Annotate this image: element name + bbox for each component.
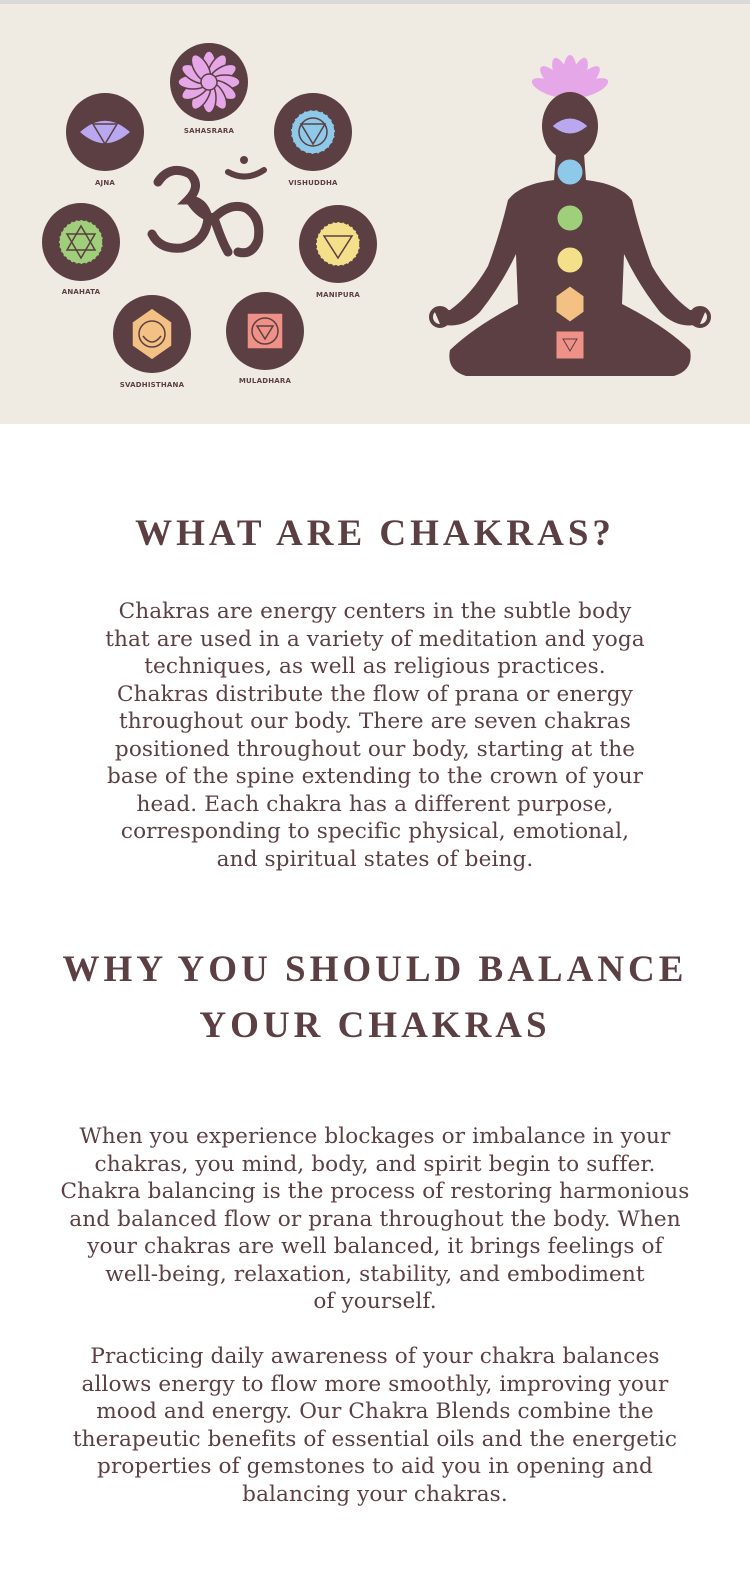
chakra-illustration: [0, 4, 750, 424]
paragraph-line: Chakras are energy centers in the subtle body: [118, 599, 632, 624]
muladhara-label: MULADHARA: [238, 377, 292, 385]
why-balance-paragraph-1: [15, 1123, 735, 1316]
paragraph-line: chakras, you mind, body, and spirit begin to suffer.: [94, 1151, 656, 1177]
paragraph-line: your chakras are well balanced, it brings feelings of: [87, 1234, 663, 1259]
paragraph-line: allows energy to flow more smoothly, improving your: [81, 1371, 669, 1397]
paragraph-line: corresponding to specific physical, emotional,: [120, 819, 630, 844]
paragraph-line: mood and energy. Our Chakra Blends combine the: [96, 1399, 654, 1424]
paragraph-line: Chakra balancing is the process of restoring harmonious: [60, 1179, 690, 1204]
paragraph-line: and balanced flow or prana throughout the body. When: [69, 1206, 681, 1232]
meditating-figure-icon: [431, 55, 709, 376]
what-are-chakras-heading: WHAT ARE CHAKRAS?: [135, 513, 615, 554]
paragraph-line: techniques, as well as religious practices.: [144, 654, 606, 679]
paragraph-line: well-being, relaxation, stability, and embodiment: [105, 1261, 645, 1287]
what-are-chakras-paragraph: [60, 598, 690, 873]
svadhisthana-chakra-icon: [113, 295, 191, 373]
paragraph-line: positioned throughout our body, starting at the: [114, 736, 636, 762]
vishuddha-chakra-icon: [274, 93, 352, 171]
paragraph-line: base of the spine extending to the crown of your: [106, 764, 644, 789]
paragraph-line: Chakras distribute the flow of prana or energy: [117, 681, 633, 707]
paragraph-line: that are used in a variety of meditation and yoga: [105, 626, 645, 652]
anahata-label: ANAHATA: [61, 288, 101, 296]
sahasrara-chakra-icon: [170, 43, 248, 121]
paragraph-line: Practicing daily awareness of your chakra balances: [90, 1344, 660, 1369]
paragraph-line: of yourself.: [313, 1289, 437, 1314]
anahata-chakra-icon: [42, 203, 120, 281]
paragraph-line: throughout our body. There are seven chakras: [119, 709, 631, 734]
om-symbol-icon: [152, 156, 264, 253]
why-balance-heading-line1: WHY YOU SHOULD BALANCE: [62, 949, 688, 990]
paragraph-line: balancing your chakras.: [242, 1481, 508, 1507]
svadhisthana-label: SVADHISTHANA: [119, 381, 185, 389]
ajna-label: AJNA: [94, 179, 116, 187]
paragraph-line: therapeutic benefits of essential oils and the energetic: [72, 1426, 678, 1452]
sahasrara-label: SAHASRARA: [183, 127, 235, 135]
paragraph-line: head. Each chakra has a different purpose,: [136, 791, 614, 817]
paragraph-line: When you experience blockages or imbalance in your: [79, 1124, 671, 1149]
why-balance-paragraph-2: [15, 1343, 735, 1508]
hero-banner: [0, 4, 750, 424]
paragraph-line: and spiritual states of being.: [216, 846, 534, 872]
muladhara-chakra-icon: [226, 292, 304, 370]
manipura-label: MANIPURA: [315, 291, 361, 299]
manipura-chakra-icon: [299, 205, 377, 283]
ajna-chakra-icon: [66, 93, 144, 171]
why-balance-heading-line2: YOUR CHAKRAS: [199, 1005, 551, 1046]
vishuddha-label: VISHUDDHA: [288, 179, 338, 187]
paragraph-line: properties of gemstones to aid you in opening and: [97, 1454, 653, 1479]
